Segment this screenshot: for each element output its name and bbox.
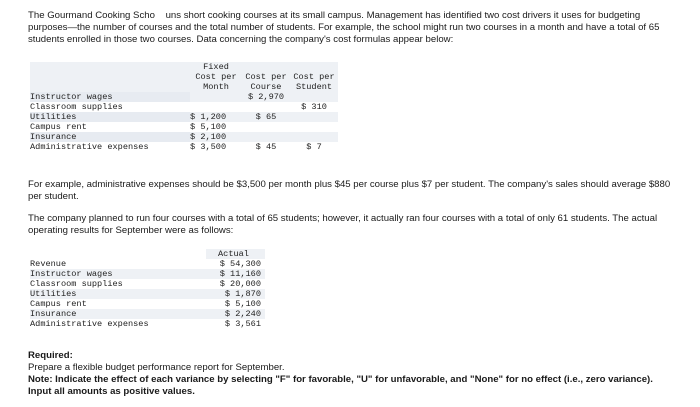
required-section: [28, 350, 673, 398]
actual-blank-header: [30, 249, 206, 259]
variance-note: Note: Indicate the effect of each variance by selecting "F" for favorable, "U" for unfavorable, and "None" for no effect (i.e., zero variance). Input all amounts as positive values.: [28, 374, 653, 397]
actual-row: [30, 289, 265, 299]
cost-row-fixed: $ 5,100: [190, 122, 227, 132]
actual-row: [30, 299, 265, 309]
actual-row-value: $ 1,870: [206, 289, 265, 299]
cost-row-course: [242, 122, 290, 132]
cost-row-label: Utilities: [30, 112, 190, 122]
cost-row-student: [290, 112, 338, 122]
actual-row-value: $ 20,000: [219, 279, 261, 289]
intro-paragraph: The Gourmand Cooking Scho uns short cooking courses at its small campus. Management has identified two cost drivers it uses for budgeting purposes—the number of courses and the total number of students. For example, the school might run two courses in a month and have a total of 65 students enrolled in those two courses. Data concerning the company's cost formulas appear below:: [28, 10, 660, 45]
actual-row-value: $ 54,300: [219, 259, 261, 269]
cost-formula-table: [30, 62, 338, 152]
cost-per-course-header: Cost per Course: [242, 62, 290, 92]
actual-row: [30, 269, 265, 279]
cost-row-fixed: $ 2,100: [190, 132, 242, 142]
cost-row-fixed: [190, 92, 242, 102]
cost-row-course: $ 45: [255, 142, 277, 152]
actual-row-label: Utilities: [30, 289, 206, 299]
actual-results-table: [30, 249, 265, 329]
actual-row-label: Classroom supplies: [30, 279, 123, 289]
cost-table-header-row: [30, 62, 338, 92]
required-instruction: Prepare a flexible budget performance report for September.: [28, 362, 285, 373]
actual-row-label: Administrative expenses: [30, 319, 149, 329]
required-heading: Required:: [28, 350, 73, 361]
cost-row-label: Instructor wages: [30, 92, 190, 102]
cost-row-student: $ 310: [301, 102, 327, 112]
cost-row: [30, 132, 338, 142]
example-paragraph: For example, administrative expenses should be $3,500 per month plus $45 per course plus $7 per student. The company's sales should average $880 per student.: [28, 179, 671, 202]
actual-row-value: $ 11,160: [206, 269, 265, 279]
actual-header: Actual: [206, 249, 265, 259]
actual-row-value: $ 2,240: [206, 309, 265, 319]
cost-row-fixed: $ 1,200: [190, 112, 242, 122]
actual-row: [30, 309, 265, 319]
actual-row-value: $ 3,561: [224, 319, 261, 329]
cost-table-blank-header: [30, 62, 190, 92]
actual-row-label: Revenue: [30, 259, 67, 269]
planned-paragraph: The company planned to run four courses with a total of 65 students; however, it actually ran four courses with a total of only 61 students. The actual operating results for September were as follows:: [28, 213, 658, 236]
cost-row-course: [242, 102, 290, 112]
cost-row-student: $ 7: [306, 142, 322, 152]
cost-row: [30, 92, 338, 102]
cost-row-course: $ 2,970: [242, 92, 290, 102]
cost-row-label: Insurance: [30, 132, 190, 142]
cost-row: [30, 142, 338, 152]
cost-per-student-header: Cost per Student: [290, 62, 338, 92]
cost-row-label: Classroom supplies: [30, 102, 123, 112]
actual-row: [30, 319, 265, 329]
actual-row-label: Instructor wages: [30, 269, 206, 279]
fixed-cost-header: Fixed Cost per Month: [190, 62, 242, 92]
cost-row: [30, 122, 338, 132]
cost-row-label: Campus rent: [30, 122, 87, 132]
cost-row-label: Administrative expenses: [30, 142, 149, 152]
cost-row-fixed: [190, 102, 242, 112]
cost-row-student: [290, 92, 338, 102]
cost-row-course: $ 65: [242, 112, 290, 122]
cost-row: [30, 102, 338, 112]
cost-row-student: [290, 122, 338, 132]
actual-row-value: $ 5,100: [224, 299, 261, 309]
cost-row-student: [290, 132, 338, 142]
cost-row-fixed: $ 3,500: [190, 142, 227, 152]
actual-row-label: Insurance: [30, 309, 206, 319]
actual-row: [30, 279, 265, 289]
actual-header-row: [30, 249, 265, 259]
cost-row-course: [242, 132, 290, 142]
cost-row: [30, 112, 338, 122]
actual-row: [30, 259, 265, 269]
actual-row-label: Campus rent: [30, 299, 87, 309]
